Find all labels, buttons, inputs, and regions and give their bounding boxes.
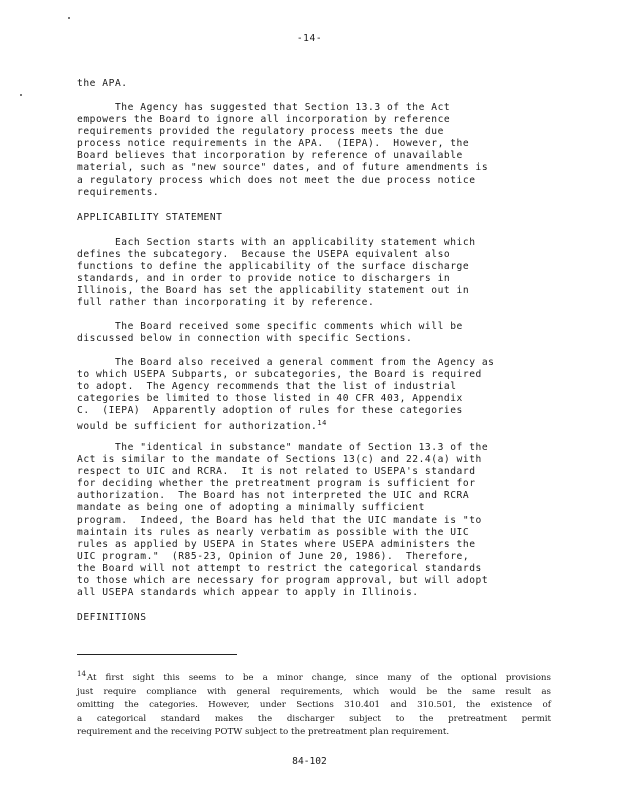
footnote [77,668,551,740]
section-heading-applicability: APPLICABILITY STATEMENT [77,212,223,223]
paragraph-continuation: the APA. [77,78,128,89]
paragraph-applicability: Each Section starts with an applicability statement which defines the subcategory. Because the USEPA equivalent also functions to define the applicability of the surface discharge standards, and in order to provide notice to dischargers in Illinois, the Board has set the applicability statement out in full rather than incorporating it by reference. [77,237,476,309]
footnote-line: just require compliance with general requirements, which would be the same result as [77,686,551,697]
paragraph-identical-in-substance: The "identical in substance" mandate of Section 13.3 of the Act is similar to the mandate of Sections 13(c) and 22.4(a) with respect to UIC and RCRA. It is not related to USEPA's standard for deciding whether the pretreatment program is sufficient for authorization. The Board has not interpreted the UIC and RCRA mandate as being one of adopting a minimally sufficient program. Indeed, the Board has held that the UIC mandate is "to maintain its rules as nearly verbatim as possible with the UIC rules as applied by USEPA in States where USEPA administers the UIC program." (R85-23, Opinion of June 20, 1986). Therefore, the Board will not attempt to restrict the categorical standards to those which are necessary for program approval, but will adopt all USEPA standards which appear to apply in Illinois. [77,442,489,599]
page-footer-number: 84-102 [292,756,327,767]
scan-speck [20,94,22,96]
paragraph-general-comment: The Board also received a general comment from the Agency as to which USEPA Subparts, or subcategories, the Board is required to adopt. The Agency recommends that the list of industrial categories be limited to those listed in 40 CFR 403, Appendix C. (IEPA) Apparently adoption of rules for these categories would be sufficient for authorization.$^{14}$ [77,357,495,433]
footnote-line: $^{14}$At first sight this seems to be a minor change, since many of the optional provisions [77,670,551,683]
footnote-line: omitting the categories. However, under Sections 310.401 and 310.501, the existence of [77,700,551,710]
page-number: -14- [296,33,323,44]
footnote-line: a categorical standard makes the discharger subject to the pretreatment permit [77,713,551,724]
paragraph-specific-comments: The Board received some specific comments which will be discussed below in connection with specific Sections. [77,321,463,345]
footnote-reference: 14 [317,419,327,428]
footnote-line: requirement and the receiving POTW subject to the pretreatment plan requirement. [77,727,450,737]
footnote-marker: 14 [77,670,86,678]
scan-speck [68,17,70,19]
paragraph-agency-suggestion: The Agency has suggested that Section 13.3 of the Act empowers the Board to ignore all incorporation by reference requirements provided the regulatory process meets the due process notice requirements in the APA. (IEPA). However, the Board believes that incorporation by reference of unavailable material, such as "new source" dates, and of future amendments is a regulatory process which does not meet the due process notice requirements. [77,102,489,198]
footnote-divider [77,654,237,655]
section-heading-definitions: DEFINITIONS [77,612,147,623]
